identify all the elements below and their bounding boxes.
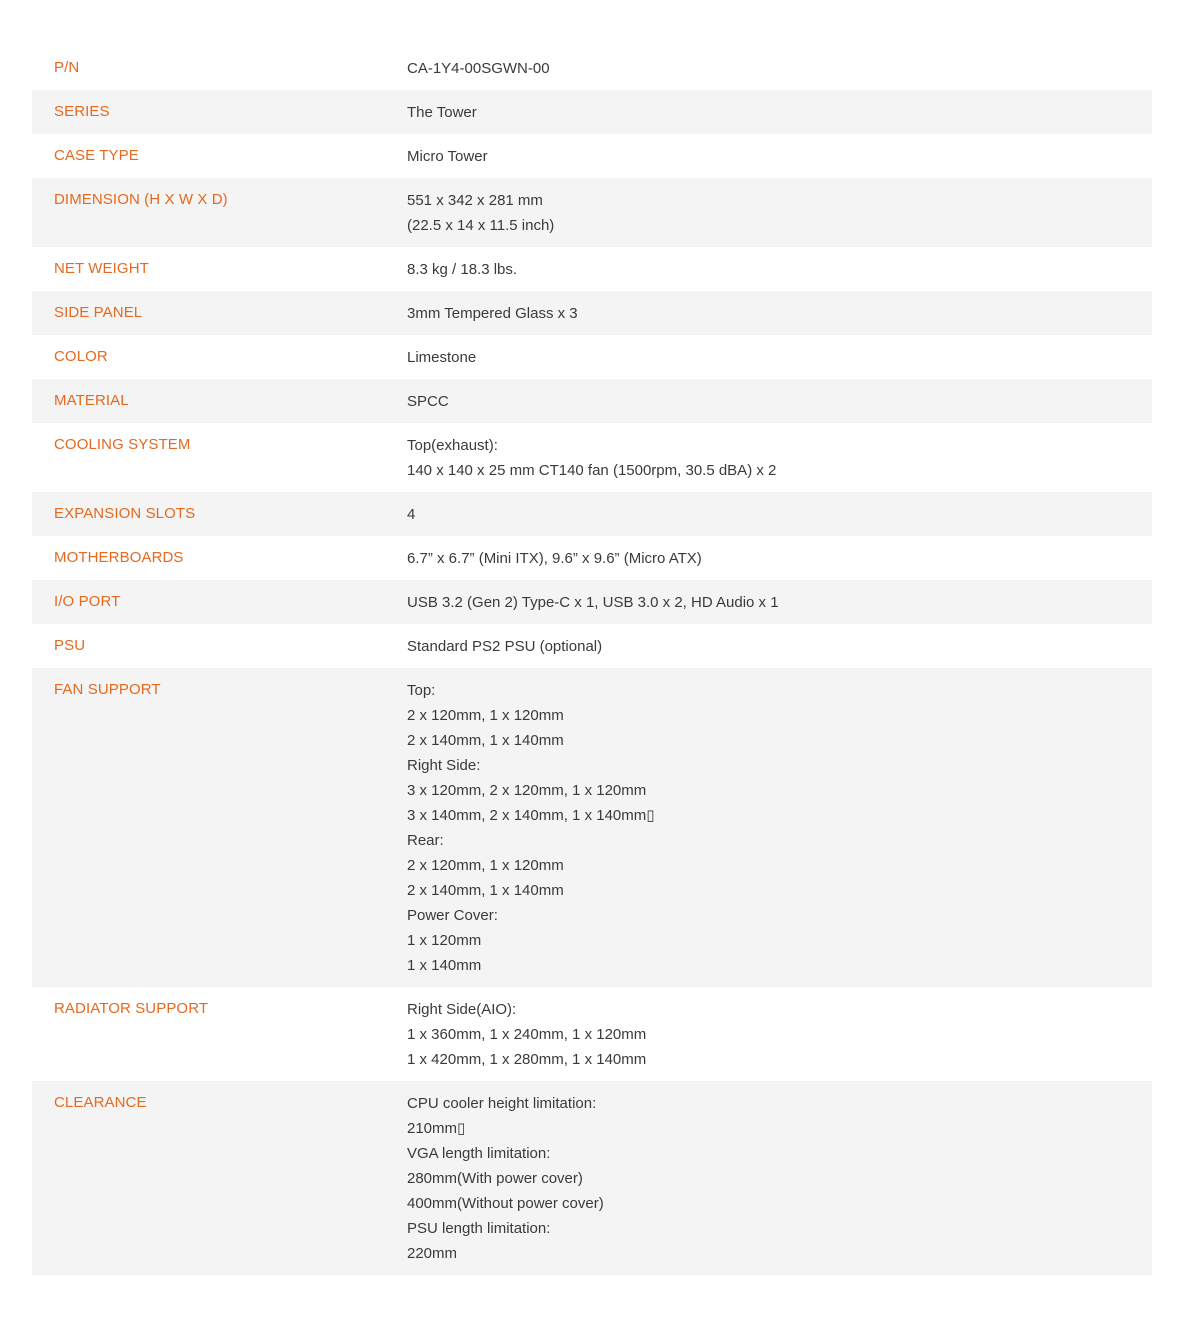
spec-value-line: CA-1Y4-00SGWN-00 — [407, 59, 550, 77]
spec-row — [32, 492, 1152, 536]
spec-value-line: The Tower — [407, 103, 477, 121]
spec-label: CASE TYPE — [54, 147, 139, 164]
spec-label: SIDE PANEL — [54, 304, 143, 321]
spec-label: PSU — [54, 637, 86, 654]
spec-value-line: Top(exhaust): — [407, 436, 498, 454]
spec-value-line: Micro Tower — [407, 147, 488, 165]
spec-value-line: VGA length limitation: — [407, 1144, 551, 1162]
spec-value-line: 2 x 140mm, 1 x 140mm — [407, 731, 564, 749]
spec-value-line: 3mm Tempered Glass x 3 — [407, 304, 578, 322]
spec-value — [407, 389, 1152, 414]
spec-value-line: 551 x 342 x 281 mm — [407, 191, 543, 209]
spec-value-line: 400mm(Without power cover) — [407, 1194, 604, 1212]
spec-value-line: Power Cover: — [407, 906, 498, 924]
spec-row — [32, 668, 1152, 987]
spec-label: MATERIAL — [54, 392, 129, 409]
spec-row — [32, 46, 1152, 90]
spec-row — [32, 291, 1152, 335]
spec-value — [407, 1091, 1152, 1266]
spec-row — [32, 624, 1152, 668]
spec-value — [407, 257, 1152, 282]
spec-value — [407, 502, 1152, 527]
spec-row — [32, 1081, 1152, 1275]
spec-value-line: 220mm — [407, 1244, 458, 1262]
spec-value — [407, 433, 1152, 483]
spec-label: RADIATOR SUPPORT — [54, 1000, 209, 1017]
spec-value-line: 3 x 120mm, 2 x 120mm, 1 x 120mm — [407, 781, 647, 799]
spec-value-line: 210mm▯ — [407, 1119, 466, 1137]
spec-row — [32, 134, 1152, 178]
spec-value-line: PSU length limitation: — [407, 1219, 551, 1237]
spec-value — [407, 590, 1152, 615]
spec-value — [407, 56, 1152, 81]
spec-row — [32, 335, 1152, 379]
spec-value-line: 1 x 140mm — [407, 956, 482, 974]
spec-label: COLOR — [54, 348, 108, 365]
spec-value-line: 1 x 360mm, 1 x 240mm, 1 x 120mm — [407, 1025, 647, 1043]
spec-label: SERIES — [54, 103, 110, 120]
spec-value-line: CPU cooler height limitation: — [407, 1094, 597, 1112]
spec-row — [32, 423, 1152, 492]
spec-label: CLEARANCE — [54, 1094, 147, 1111]
spec-value-line: SPCC — [407, 392, 449, 410]
spec-value-line: 2 x 120mm, 1 x 120mm — [407, 856, 564, 874]
spec-label: NET WEIGHT — [54, 260, 149, 277]
spec-row — [32, 580, 1152, 624]
spec-value-line: Standard PS2 PSU (optional) — [407, 637, 603, 655]
spec-value-line: (22.5 x 14 x 11.5 inch) — [407, 216, 555, 234]
spec-value-line: 1 x 420mm, 1 x 280mm, 1 x 140mm — [407, 1050, 647, 1068]
spec-value — [407, 678, 1152, 978]
spec-value — [407, 301, 1152, 326]
spec-value-line: Limestone — [407, 348, 477, 366]
spec-value — [407, 546, 1152, 571]
spec-value — [407, 144, 1152, 169]
spec-row — [32, 178, 1152, 247]
spec-value — [407, 100, 1152, 125]
spec-value — [407, 345, 1152, 370]
spec-value — [407, 997, 1152, 1072]
spec-label: P/N — [54, 59, 80, 76]
spec-value — [407, 634, 1152, 659]
spec-value-line: 3 x 140mm, 2 x 140mm, 1 x 140mm▯ — [407, 806, 655, 824]
spec-value-line: Rear: — [407, 831, 444, 849]
spec-label: FAN SUPPORT — [54, 681, 161, 698]
spec-value-line: 140 x 140 x 25 mm CT140 fan (1500rpm, 30.5 dBA) x 2 — [407, 461, 777, 479]
spec-value-line: 280mm(With power cover) — [407, 1169, 583, 1187]
spec-row — [32, 536, 1152, 580]
spec-value-line: 4 — [407, 505, 416, 523]
spec-value-line: 2 x 140mm, 1 x 140mm — [407, 881, 564, 899]
spec-label: I/O PORT — [54, 593, 121, 610]
spec-value-line: Right Side(AIO): — [407, 1000, 517, 1018]
spec-value-line: 6.7” x 6.7” (Mini ITX), 9.6” x 9.6” (Micro ATX) — [407, 549, 702, 567]
spec-label: EXPANSION SLOTS — [54, 505, 196, 522]
spec-label: COOLING SYSTEM — [54, 436, 191, 453]
spec-value-line: 2 x 120mm, 1 x 120mm — [407, 706, 564, 724]
spec-row — [32, 90, 1152, 134]
spec-value — [407, 188, 1152, 238]
spec-value-line: Right Side: — [407, 756, 481, 774]
spec-row — [32, 247, 1152, 291]
spec-value-line: USB 3.2 (Gen 2) Type-C x 1, USB 3.0 x 2, HD Audio x 1 — [407, 593, 779, 611]
spec-value-line: 8.3 kg / 18.3 lbs. — [407, 260, 518, 278]
spec-row — [32, 987, 1152, 1081]
spec-label: DIMENSION (H X W X D) — [54, 191, 228, 208]
spec-table — [32, 46, 1152, 1275]
spec-row — [32, 379, 1152, 423]
spec-label: MOTHERBOARDS — [54, 549, 184, 566]
spec-value-line: Top: — [407, 681, 436, 699]
spec-value-line: 1 x 120mm — [407, 931, 482, 949]
